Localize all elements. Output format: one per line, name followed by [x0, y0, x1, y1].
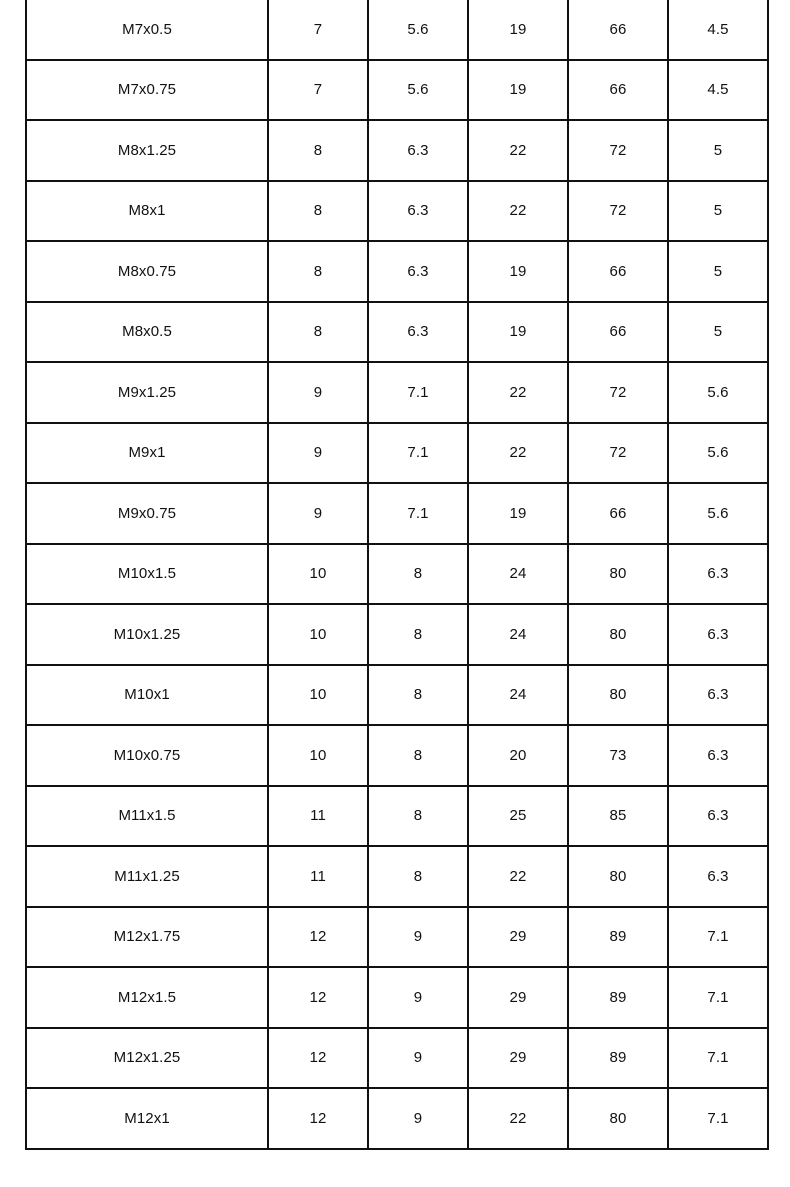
nominal-diameter-cell: 9	[268, 362, 368, 423]
value-cell-a: 8	[368, 544, 468, 605]
nominal-diameter-cell: 8	[268, 302, 368, 363]
value-cell-b: 19	[468, 0, 568, 60]
table-row	[26, 241, 768, 302]
value-cell-b: 29	[468, 967, 568, 1028]
value-cell-d: 4.5	[668, 0, 768, 60]
value-cell-c: 66	[568, 483, 668, 544]
table-row	[26, 786, 768, 847]
table-row	[26, 120, 768, 181]
thread-size-cell: M9x1	[26, 423, 268, 484]
thread-size-cell: M11x1.25	[26, 846, 268, 907]
thread-size-cell: M10x1.25	[26, 604, 268, 665]
value-cell-a: 7.1	[368, 423, 468, 484]
value-cell-c: 66	[568, 241, 668, 302]
value-cell-d: 7.1	[668, 1088, 768, 1149]
thread-size-cell: M12x1.25	[26, 1028, 268, 1089]
value-cell-d: 6.3	[668, 846, 768, 907]
value-cell-c: 66	[568, 302, 668, 363]
table-row	[26, 846, 768, 907]
nominal-diameter-cell: 7	[268, 0, 368, 60]
value-cell-c: 80	[568, 604, 668, 665]
value-cell-a: 8	[368, 725, 468, 786]
value-cell-a: 8	[368, 846, 468, 907]
value-cell-a: 8	[368, 786, 468, 847]
value-cell-b: 29	[468, 1028, 568, 1089]
nominal-diameter-cell: 11	[268, 786, 368, 847]
value-cell-a: 6.3	[368, 302, 468, 363]
value-cell-a: 7.1	[368, 362, 468, 423]
thread-size-cell: M7x0.5	[26, 0, 268, 60]
value-cell-c: 89	[568, 967, 668, 1028]
thread-size-cell: M10x0.75	[26, 725, 268, 786]
value-cell-b: 19	[468, 483, 568, 544]
thread-size-table	[25, 0, 769, 1150]
value-cell-b: 19	[468, 302, 568, 363]
value-cell-b: 22	[468, 1088, 568, 1149]
table-row	[26, 302, 768, 363]
value-cell-d: 7.1	[668, 967, 768, 1028]
value-cell-c: 73	[568, 725, 668, 786]
value-cell-b: 22	[468, 362, 568, 423]
table-row	[26, 725, 768, 786]
value-cell-a: 9	[368, 907, 468, 968]
thread-size-cell: M7x0.75	[26, 60, 268, 121]
table-row	[26, 967, 768, 1028]
value-cell-c: 66	[568, 0, 668, 60]
nominal-diameter-cell: 8	[268, 181, 368, 242]
value-cell-b: 22	[468, 423, 568, 484]
value-cell-d: 6.3	[668, 544, 768, 605]
nominal-diameter-cell: 12	[268, 1088, 368, 1149]
value-cell-a: 8	[368, 665, 468, 726]
value-cell-d: 6.3	[668, 604, 768, 665]
value-cell-b: 24	[468, 665, 568, 726]
value-cell-c: 72	[568, 423, 668, 484]
value-cell-c: 89	[568, 907, 668, 968]
thread-size-cell: M9x0.75	[26, 483, 268, 544]
table-row	[26, 0, 768, 60]
value-cell-c: 85	[568, 786, 668, 847]
value-cell-d: 5	[668, 181, 768, 242]
value-cell-b: 19	[468, 241, 568, 302]
value-cell-d: 5.6	[668, 362, 768, 423]
value-cell-a: 6.3	[368, 120, 468, 181]
value-cell-b: 24	[468, 604, 568, 665]
table-row	[26, 483, 768, 544]
thread-size-cell: M12x1.75	[26, 907, 268, 968]
thread-size-cell: M10x1	[26, 665, 268, 726]
thread-size-cell: M12x1.5	[26, 967, 268, 1028]
value-cell-b: 20	[468, 725, 568, 786]
value-cell-a: 5.6	[368, 0, 468, 60]
nominal-diameter-cell: 10	[268, 725, 368, 786]
value-cell-a: 9	[368, 1028, 468, 1089]
thread-size-cell: M8x0.5	[26, 302, 268, 363]
value-cell-c: 72	[568, 181, 668, 242]
value-cell-c: 72	[568, 362, 668, 423]
value-cell-d: 5	[668, 120, 768, 181]
value-cell-b: 25	[468, 786, 568, 847]
value-cell-a: 9	[368, 967, 468, 1028]
value-cell-c: 80	[568, 665, 668, 726]
value-cell-d: 6.3	[668, 725, 768, 786]
nominal-diameter-cell: 10	[268, 665, 368, 726]
value-cell-c: 66	[568, 60, 668, 121]
value-cell-d: 6.3	[668, 786, 768, 847]
thread-size-cell: M11x1.5	[26, 786, 268, 847]
table-row	[26, 60, 768, 121]
nominal-diameter-cell: 9	[268, 423, 368, 484]
value-cell-d: 6.3	[668, 665, 768, 726]
value-cell-d: 7.1	[668, 1028, 768, 1089]
table-body	[26, 0, 768, 1149]
value-cell-c: 72	[568, 120, 668, 181]
value-cell-b: 29	[468, 907, 568, 968]
thread-size-cell: M8x1	[26, 181, 268, 242]
value-cell-b: 22	[468, 846, 568, 907]
value-cell-a: 6.3	[368, 241, 468, 302]
value-cell-a: 6.3	[368, 181, 468, 242]
nominal-diameter-cell: 12	[268, 907, 368, 968]
value-cell-a: 5.6	[368, 60, 468, 121]
value-cell-c: 80	[568, 846, 668, 907]
table-row	[26, 604, 768, 665]
thread-size-table-container	[25, 0, 767, 1150]
table-row	[26, 544, 768, 605]
value-cell-d: 4.5	[668, 60, 768, 121]
value-cell-b: 19	[468, 60, 568, 121]
value-cell-d: 5.6	[668, 483, 768, 544]
value-cell-b: 22	[468, 181, 568, 242]
table-row	[26, 423, 768, 484]
table-row	[26, 1088, 768, 1149]
thread-size-cell: M8x0.75	[26, 241, 268, 302]
table-row	[26, 665, 768, 726]
table-row	[26, 362, 768, 423]
thread-size-cell: M10x1.5	[26, 544, 268, 605]
value-cell-d: 5	[668, 241, 768, 302]
value-cell-d: 5	[668, 302, 768, 363]
value-cell-b: 24	[468, 544, 568, 605]
nominal-diameter-cell: 10	[268, 604, 368, 665]
nominal-diameter-cell: 7	[268, 60, 368, 121]
value-cell-a: 7.1	[368, 483, 468, 544]
value-cell-b: 22	[468, 120, 568, 181]
value-cell-c: 89	[568, 1028, 668, 1089]
nominal-diameter-cell: 12	[268, 967, 368, 1028]
nominal-diameter-cell: 9	[268, 483, 368, 544]
table-row	[26, 1028, 768, 1089]
value-cell-d: 7.1	[668, 907, 768, 968]
thread-size-cell: M8x1.25	[26, 120, 268, 181]
value-cell-c: 80	[568, 544, 668, 605]
value-cell-a: 8	[368, 604, 468, 665]
nominal-diameter-cell: 8	[268, 241, 368, 302]
thread-size-cell: M9x1.25	[26, 362, 268, 423]
value-cell-a: 9	[368, 1088, 468, 1149]
value-cell-d: 5.6	[668, 423, 768, 484]
thread-size-cell: M12x1	[26, 1088, 268, 1149]
table-row	[26, 907, 768, 968]
nominal-diameter-cell: 10	[268, 544, 368, 605]
value-cell-c: 80	[568, 1088, 668, 1149]
nominal-diameter-cell: 11	[268, 846, 368, 907]
nominal-diameter-cell: 12	[268, 1028, 368, 1089]
nominal-diameter-cell: 8	[268, 120, 368, 181]
table-row	[26, 181, 768, 242]
